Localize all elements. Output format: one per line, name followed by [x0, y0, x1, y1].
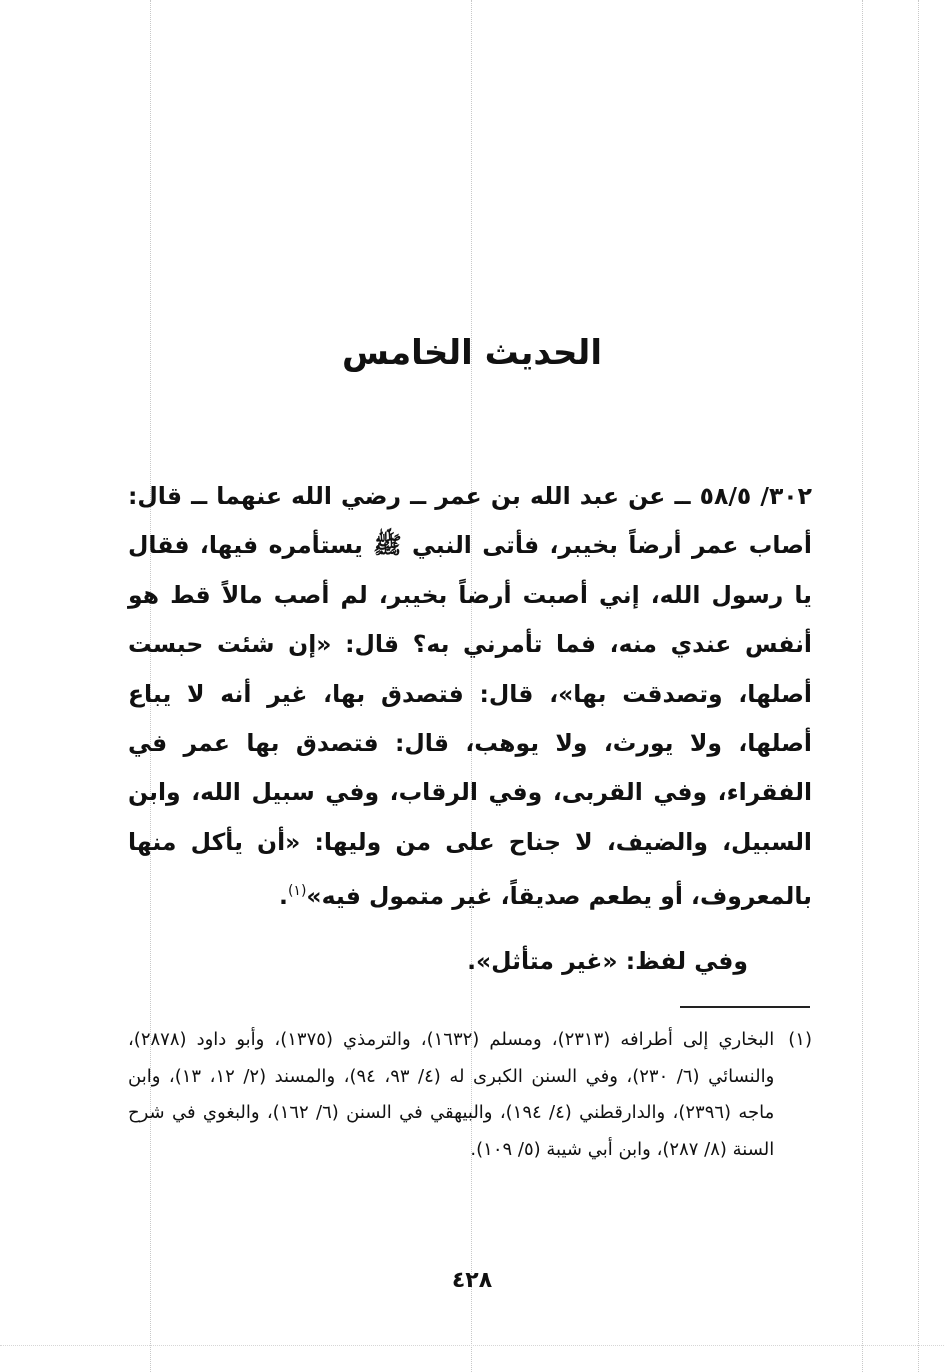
variant-wording: وفي لفظ: «غير متأثل». — [467, 947, 748, 975]
footnote-reference: (١) — [287, 883, 307, 900]
page-number: ٤٢٨ — [451, 1268, 493, 1293]
hadith-end-mark: . — [279, 882, 288, 911]
scan-guide-line — [918, 0, 919, 1372]
hadith-body: ــ عن عبد الله بن عمر ــ رضي الله عنهما ــ قال: أصاب عمر أرضاً بخيبر، فأتى النبي ﷺ يستأمره فيها، فقال يا رسول الله، إني أصبت أرضاً بخيبر، لم أصب مالاً قط هو أنفس عندي منه، فما تأمرني به؟ قال: «إن شئت حبست أصلها، وتصدقت بها»، قال: فتصدق بها، غير أنه لا يباع أصلها، ولا يورث، ولا يوهب، قال: فتصدق بها عمر في الفقراء، وفي القربى، وفي الرقاب، وفي سبيل الله، وابن السبيل، والضيف، لا جناح على من وليها: «أن يأكل منها بالمعروف، أو يطعم صديقاً، غير متمول فيه» — [128, 482, 812, 911]
hadith-text — [128, 472, 812, 921]
footnote-marker: (١) — [788, 1029, 812, 1050]
scan-guide-line — [862, 0, 863, 1372]
footnotes — [128, 1022, 812, 1168]
footnote-item — [128, 1022, 812, 1168]
footnote-text: البخاري إلى أطرافه (٢٣١٣)، ومسلم (١٦٣٢)، والترمذي (١٣٧٥)، وأبو داود (٢٨٧٨)، والنسائي (٦/ ٢٣٠)، وفي السنن الكبرى له (٤/ ٩٣، ٩٤)، والمسند (٢/ ١٢، ١٣)، وابن ماجه (٢٣٩٦)، والدارقطني (٤/ ١٩٤)، والبيهقي في السنن (٦/ ١٦٢)، والبغوي في شرح السنة (٨/ ٢٨٧)، وابن أبي شيبة (٥/ ١٠٩). — [128, 1029, 775, 1160]
scan-guide-line — [0, 1345, 944, 1346]
footnote-divider — [680, 1006, 810, 1008]
hadith-number: ٣٠٢/ ٥٨/٥ — [699, 482, 812, 510]
chapter-title: الحديث الخامس — [342, 333, 602, 373]
